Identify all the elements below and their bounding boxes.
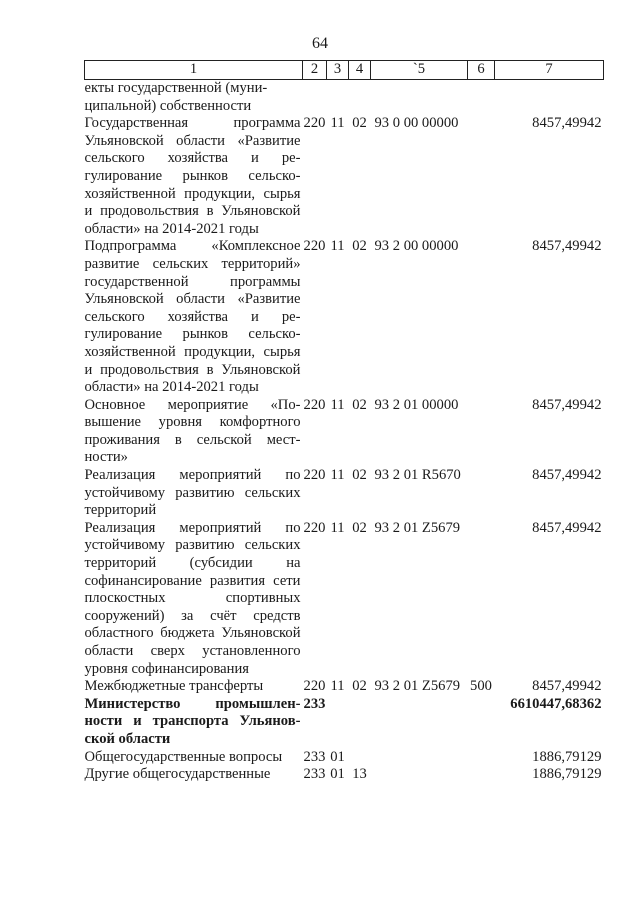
row-target-code: 93 2 01 R5670 bbox=[374, 467, 461, 484]
row-target-code: 93 2 01 00000 bbox=[374, 396, 459, 413]
row-amount: 6610447,68362 bbox=[510, 695, 602, 712]
column-header-expense-type: 6 bbox=[468, 61, 495, 80]
row-section-code: 11 bbox=[330, 519, 345, 536]
row-target-code bbox=[371, 749, 468, 767]
row-target-code bbox=[371, 696, 468, 749]
column-header-target-code: `5 bbox=[371, 61, 468, 80]
row-subsection-code: 02 bbox=[352, 396, 367, 413]
row-subsection-code: 02 bbox=[352, 115, 367, 132]
row-expense-type bbox=[468, 766, 495, 784]
row-amount: 8457,49942 bbox=[532, 467, 602, 484]
row-subsection-code bbox=[349, 749, 371, 767]
row-name: Министерство промышленности и транспорта Ульяновской области bbox=[84, 695, 301, 747]
row-target-code bbox=[371, 766, 468, 784]
row-expense-type bbox=[468, 238, 495, 396]
row-expense-type bbox=[468, 397, 495, 467]
row-amount: 1886,79129 bbox=[532, 766, 602, 783]
row-section-code: 01 bbox=[330, 766, 345, 783]
row-ministry-code: 220 bbox=[303, 115, 326, 132]
table-row bbox=[85, 678, 604, 696]
row-subsection-code bbox=[349, 696, 371, 749]
row-amount: 8457,49942 bbox=[532, 519, 602, 536]
row-expense-type: 500 bbox=[470, 678, 492, 695]
row-name: Реализация мероприятий по устойчивому развитию сельских территорий bbox=[84, 467, 301, 519]
row-amount: 8457,49942 bbox=[532, 115, 602, 132]
row-section-code: 11 bbox=[330, 115, 345, 132]
row-target-code: 93 2 01 Z5679 bbox=[374, 678, 461, 695]
row-subsection-code bbox=[349, 80, 371, 116]
row-ministry-code bbox=[303, 80, 327, 116]
row-expense-type bbox=[468, 115, 495, 238]
row-name: Подпрограмма «Комплексное развитие сельских территорий» государственной программы Ульяновской области «Развитие сельского хозяйства и регулирование рынков сельскохозяйственной продукции, сырья и продовольствия в Ульяновской области» на 2014-2021 годы bbox=[84, 238, 301, 396]
row-name: екты государственной (муниципальной) собственности bbox=[84, 80, 268, 114]
table-row bbox=[85, 696, 604, 749]
page-number: 64 bbox=[312, 35, 328, 52]
row-ministry-code: 220 bbox=[303, 467, 326, 484]
column-header-subsection: 4 bbox=[349, 61, 371, 80]
row-section-code: 11 bbox=[330, 678, 345, 695]
row-amount: 8457,49942 bbox=[532, 396, 602, 413]
row-ministry-code: 220 bbox=[303, 519, 326, 536]
row-target-code: 93 0 00 00000 bbox=[374, 115, 459, 132]
column-header-ministry: 2 bbox=[303, 61, 327, 80]
row-target-code: 93 2 00 00000 bbox=[374, 238, 459, 255]
row-section-code bbox=[327, 696, 349, 749]
row-name: Государственная программа Ульяновской области «Развитие сельского хозяйства и регулирование рынков сельскохозяйственной продукции, сырья и продовольствия в Ульяновской области» на 2014-2021 годы bbox=[84, 115, 301, 237]
row-ministry-code: 233 bbox=[303, 695, 326, 712]
table-row bbox=[85, 238, 604, 396]
table-row bbox=[85, 520, 604, 678]
row-subsection-code: 02 bbox=[352, 467, 367, 484]
column-header-amount: 7 bbox=[495, 61, 604, 80]
table-row bbox=[85, 467, 604, 520]
row-subsection-code: 02 bbox=[352, 678, 367, 695]
row-name: Межбюджетные трансферты bbox=[84, 678, 264, 695]
row-subsection-code: 13 bbox=[352, 766, 367, 783]
column-header-name: 1 bbox=[85, 61, 303, 80]
row-expense-type bbox=[468, 749, 495, 767]
table-row bbox=[85, 115, 604, 238]
table-row bbox=[85, 766, 604, 784]
row-name: Общегосударственные вопросы bbox=[84, 748, 283, 765]
row-ministry-code: 220 bbox=[303, 678, 326, 695]
row-subsection-code: 02 bbox=[352, 238, 367, 255]
row-expense-type bbox=[468, 80, 495, 116]
row-ministry-code: 220 bbox=[303, 238, 326, 255]
row-section-code: 11 bbox=[330, 467, 345, 484]
row-section-code bbox=[327, 80, 349, 116]
column-header-section: 3 bbox=[327, 61, 349, 80]
column-header-row bbox=[85, 61, 604, 80]
table-row bbox=[85, 749, 604, 767]
row-name: Основное мероприятие «Повышение уровня комфортного проживания в сельской местности» bbox=[84, 396, 301, 466]
row-expense-type bbox=[468, 520, 495, 678]
row-subsection-code: 02 bbox=[352, 519, 367, 536]
row-ministry-code: 233 bbox=[303, 748, 326, 765]
row-ministry-code: 233 bbox=[303, 766, 326, 783]
table-row bbox=[85, 80, 604, 116]
row-name: Другие общегосударственные bbox=[84, 766, 271, 783]
row-ministry-code: 220 bbox=[303, 396, 326, 413]
row-section-code: 11 bbox=[330, 396, 345, 413]
row-amount: 1886,79129 bbox=[532, 748, 602, 765]
table-row bbox=[85, 397, 604, 467]
row-amount: 8457,49942 bbox=[532, 678, 602, 695]
row-expense-type bbox=[468, 467, 495, 520]
budget-table bbox=[84, 60, 604, 784]
row-section-code: 01 bbox=[330, 748, 345, 765]
row-target-code bbox=[371, 80, 468, 116]
row-amount bbox=[495, 80, 604, 116]
row-expense-type bbox=[468, 696, 495, 749]
row-amount: 8457,49942 bbox=[532, 238, 602, 255]
row-target-code: 93 2 01 Z5679 bbox=[374, 519, 461, 536]
row-name: Реализация мероприятий по устойчивому развитию сельских территорий (субсидии на софинансирование развития сети плоскостных спортивных сооружений) за счёт средств областного бюджета Ульяновской области сверх установленного уровня софинансирования bbox=[84, 519, 301, 677]
row-section-code: 11 bbox=[330, 238, 345, 255]
